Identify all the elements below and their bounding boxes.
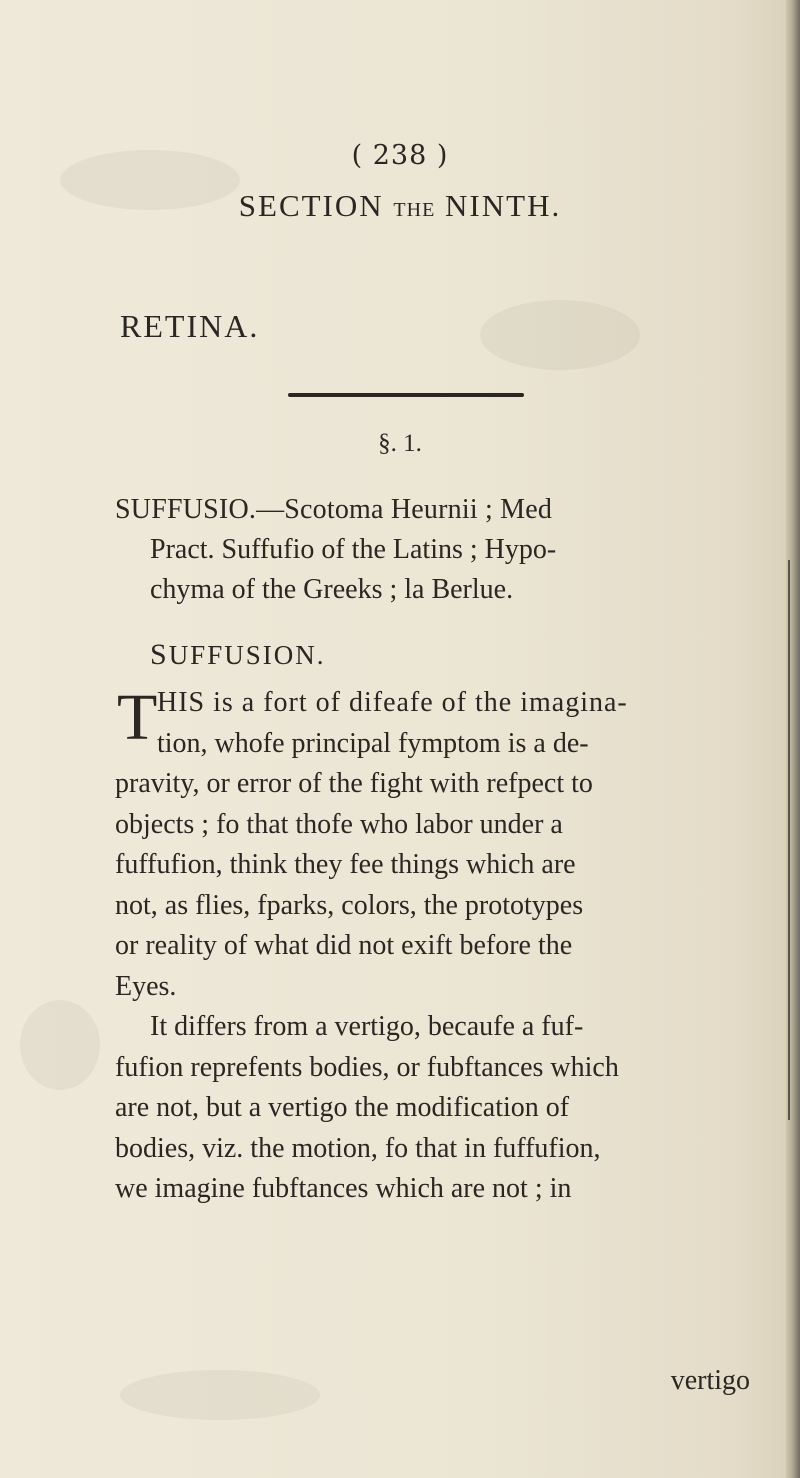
heading-rule <box>288 393 524 397</box>
catchword: vertigo <box>670 1365 750 1396</box>
body-line: or reality of what did not exift before the <box>115 930 573 961</box>
body-line: Eyes. <box>115 970 177 1002</box>
body-line: objects ; fo that thofe who labor under a <box>115 808 563 840</box>
body-line: not, as flies, fparks, colors, the prototypes <box>115 889 584 921</box>
subheading-rest: UFFUSION. <box>168 640 326 670</box>
paper-stain <box>20 1000 100 1090</box>
body-line: fufion reprefents bodies, or fubftances which <box>115 1051 619 1083</box>
section-heading <box>0 188 800 224</box>
lemma-line: Pract. Suffufio of the Latins ; Hypo- <box>150 534 557 565</box>
section-word-ninth: NINTH. <box>445 188 562 223</box>
body-text <box>115 683 755 1210</box>
subheading-initial: S <box>150 638 169 671</box>
drop-cap: T <box>117 681 158 754</box>
page-number: ( 238 ) <box>351 140 449 171</box>
section-word: SECTION <box>238 188 384 223</box>
body-line: bodies, viz. the motion, fo that in fuffufion, <box>115 1132 601 1164</box>
body-line: fuffufion, think they fee things which are <box>115 849 576 880</box>
body-line: are not, but a vertigo the modification of <box>115 1092 570 1123</box>
lemma-line: SUFFUSIO.—Scotoma Heurnii ; Med <box>115 494 553 525</box>
body-line: we imagine fubftances which are not ; in <box>115 1173 572 1204</box>
lemma-entry <box>115 490 755 610</box>
section-title: RETINA. <box>120 308 260 344</box>
body-line: HIS is a fort of difeafe of the imagina- <box>157 687 628 718</box>
paragraph-mark: §. 1. <box>378 430 422 457</box>
lemma-line: chyma of the Greeks ; la Berlue. <box>150 574 514 605</box>
paper-stain <box>480 300 640 370</box>
body-line: It differs from a vertigo, becaufe a fuf- <box>150 1011 584 1042</box>
subheading <box>0 638 800 672</box>
section-word-the: THE <box>393 199 436 221</box>
body-line: pravity, or error of the fight with refpect to <box>115 768 593 799</box>
body-line: tion, whofe principal fymptom is a de- <box>157 727 589 759</box>
